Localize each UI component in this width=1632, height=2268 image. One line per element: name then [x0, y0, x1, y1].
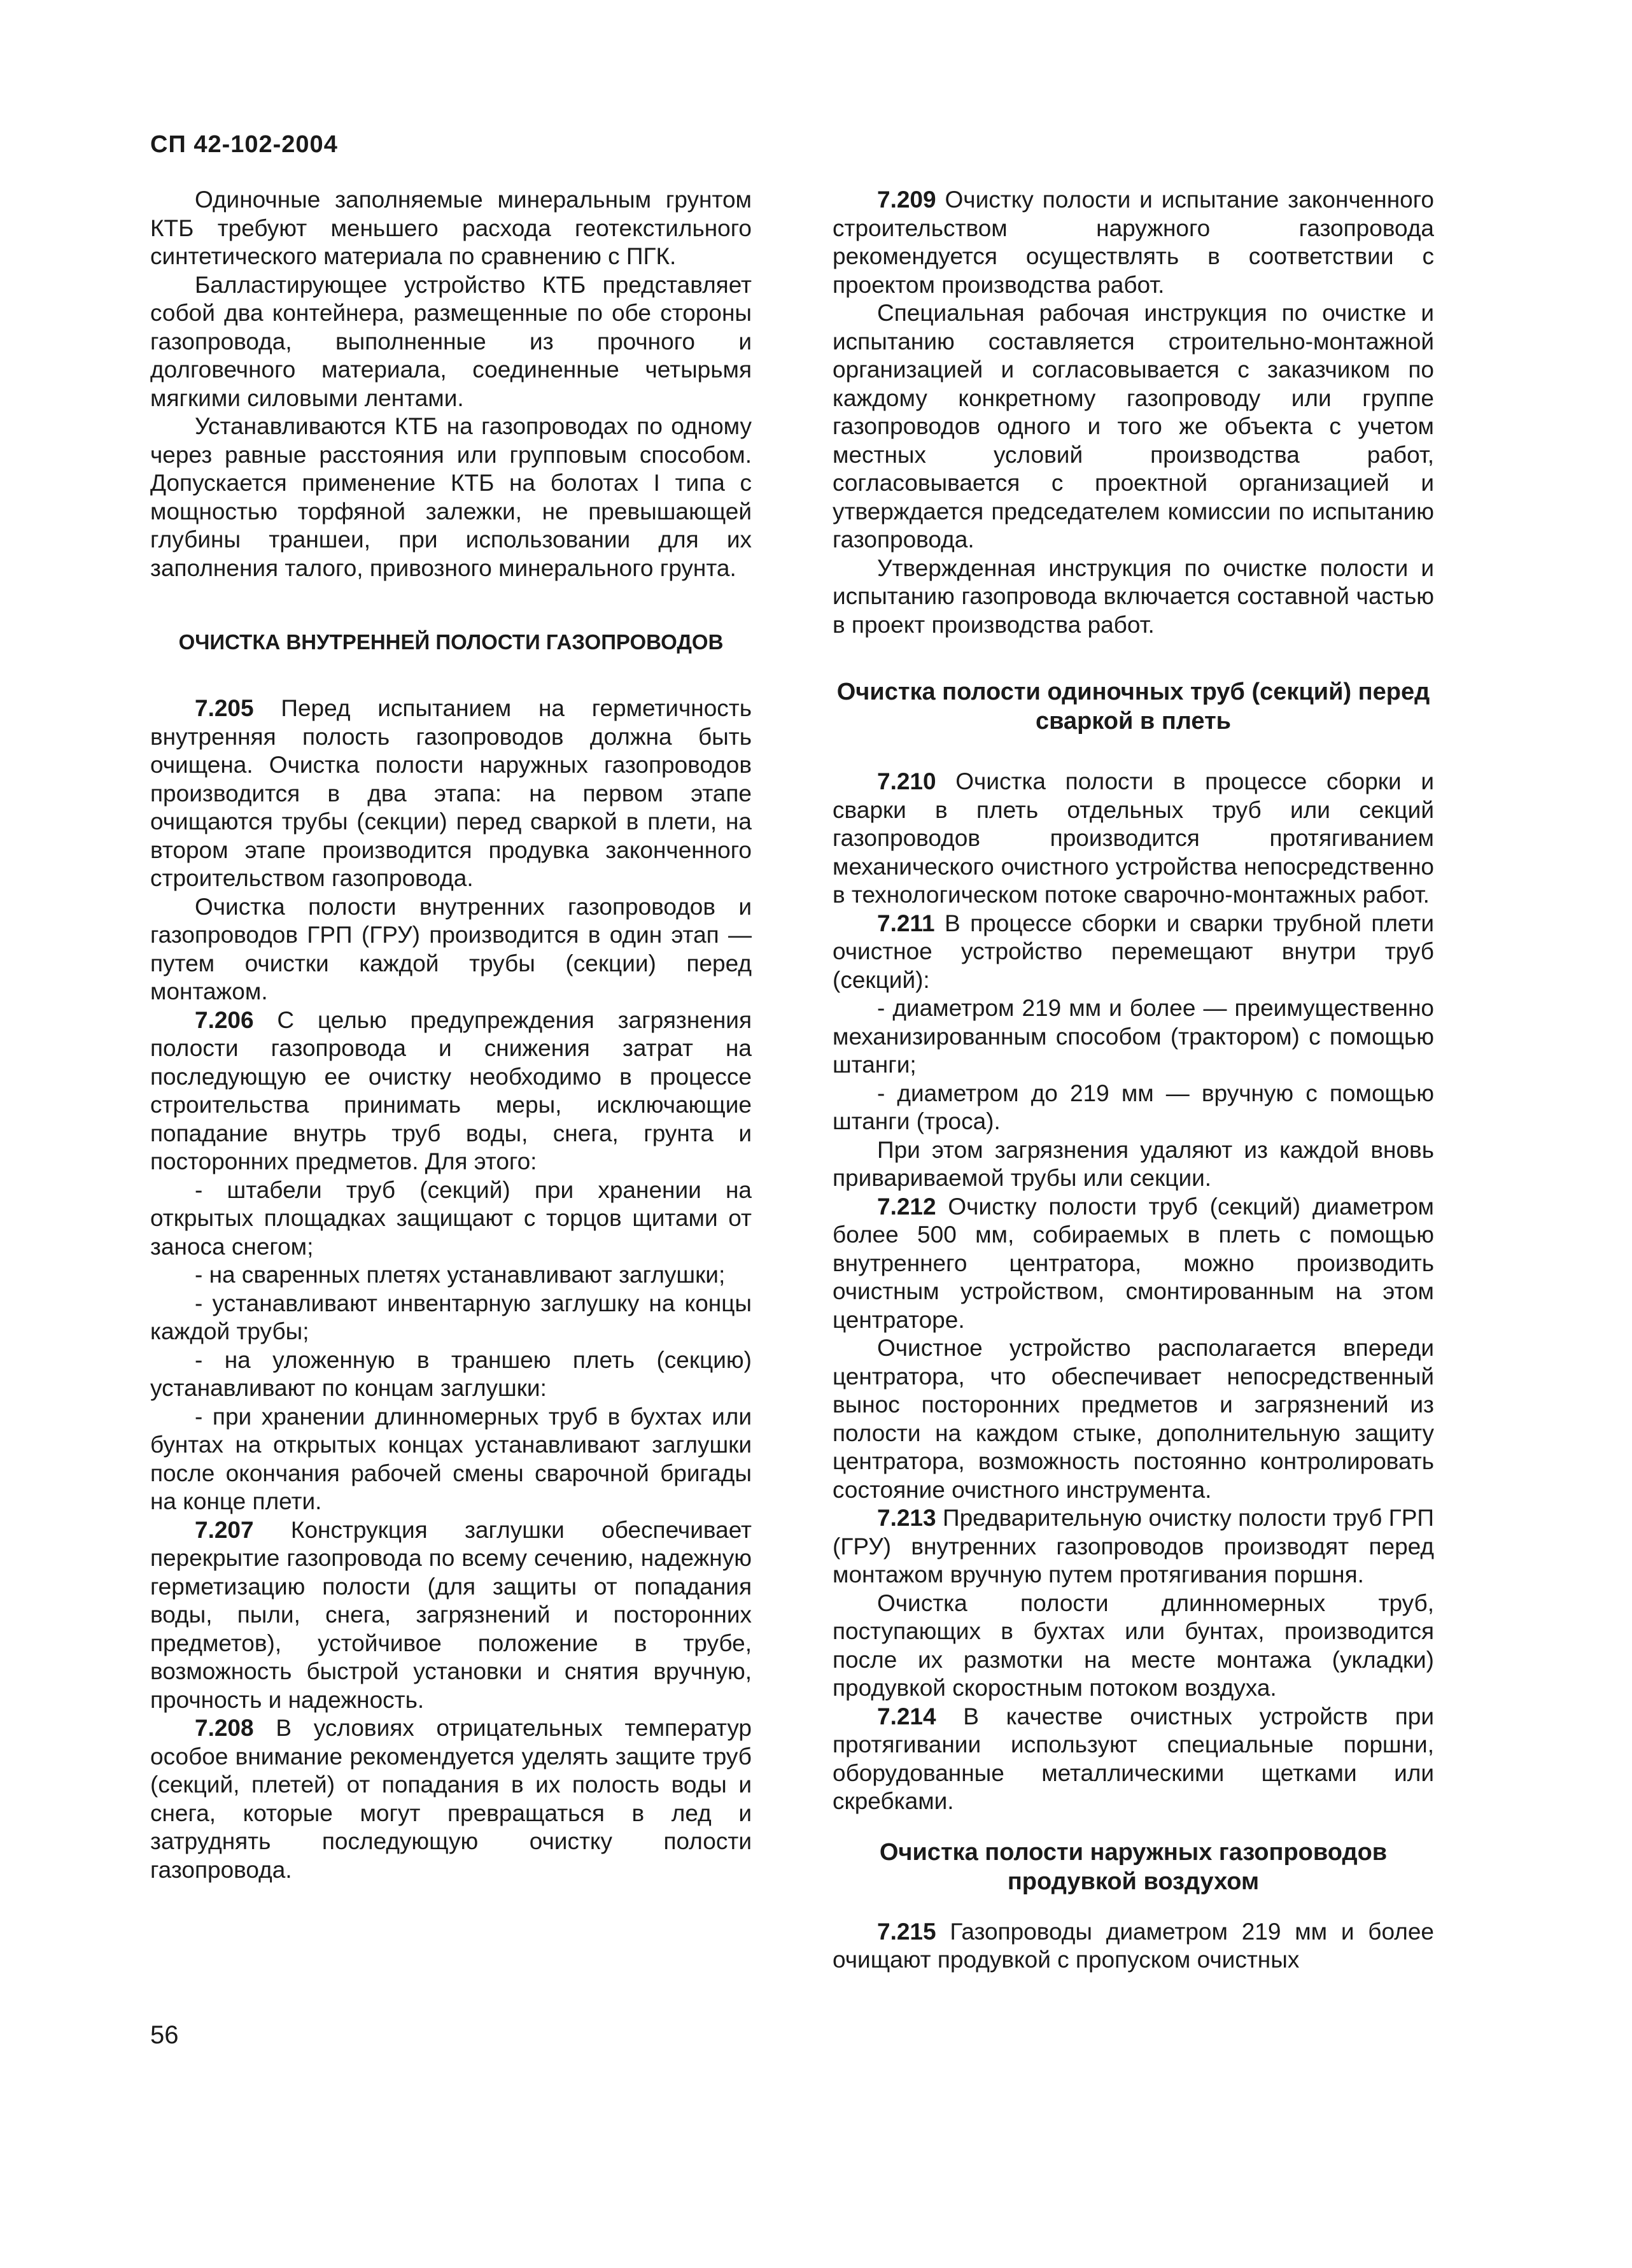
- subsection-heading: Очистка полости одиночных труб (секций) перед сваркой в плеть: [836, 679, 1430, 735]
- section-heading: ОЧИСТКА ВНУТРЕННЕЙ ПОЛОСТИ ГАЗОПРОВОДОВ: [178, 630, 724, 654]
- subsection-heading: Очистка полости наружных газопроводов продувкой воздухом: [879, 1838, 1388, 1895]
- clause-number: 7.207: [195, 1516, 254, 1543]
- clause-7-210: [833, 768, 1434, 910]
- paragraph: Устанавливаются КТБ на газопроводах по одному через равные расстояния или групповым способом. Допускается применение КТБ на болотах I типа с мощностью торфяной залежки, не превышающей глубины траншеи, при использовании для их заполнения талого, привозного минерального грунта.: [150, 413, 752, 581]
- clause-7-207: [150, 1516, 752, 1715]
- document-code: СП 42-102-2004: [150, 131, 338, 158]
- clause-text: Очистка полости в процессе сборки и сварки в плеть отдельных труб или секций газопроводов производится протягиванием механического очистного устройства непосредственно в технологическом потоке сварочно-монтажных работ.: [833, 768, 1434, 908]
- clause-text: Газопроводы диаметром 219 мм и более очищают продувкой с пропуском очистных: [833, 1918, 1434, 1973]
- paragraph: Очистка полости длинномерных труб, поступающих в бухтах или бунтах, производится после их размотки на месте монтажа (укладки) продувкой скоростным потоком воздуха.: [833, 1589, 1434, 1701]
- clause-7-209: [833, 186, 1434, 299]
- clause-7-215: [833, 1918, 1434, 1975]
- clause-text: С целью предупреждения загрязнения полости газопровода и снижения затрат на последующую ее очистку необходимо в процессе строительства принимать меры, исключающие попадание внутрь труб воды, снега, грунта и посторонних предметов. Для этого:: [150, 1006, 752, 1174]
- paragraph: Очистка полости внутренних газопроводов и газопроводов ГРП (ГРУ) производится в один этап — путем очистки каждой трубы (секции) перед монтажом.: [150, 893, 752, 1004]
- left-column: [150, 186, 752, 1884]
- list-item: - на сваренных плетях устанавливают заглушки;: [195, 1262, 726, 1288]
- paragraph: Утвержденная инструкция по очистке полости и испытанию газопровода включается составной частью в проект производства работ.: [833, 554, 1434, 638]
- clause-number: 7.210: [877, 768, 936, 794]
- clause-number: 7.205: [195, 695, 254, 721]
- clause-text: В качестве очистных устройств при протягивании используют специальные поршни, оборудованные металлическими щетками или скребками.: [833, 1703, 1434, 1814]
- clause-7-211: [833, 910, 1434, 995]
- list-item: - устанавливают инвентарную заглушку на концы каждой трубы;: [150, 1290, 752, 1344]
- clause-7-205: [150, 694, 752, 893]
- page-number: 56: [150, 2021, 179, 2049]
- clause-number: 7.208: [195, 1715, 254, 1741]
- clause-7-208: [150, 1714, 752, 1884]
- clause-7-212: [833, 1193, 1434, 1335]
- clause-number: 7.214: [877, 1703, 936, 1729]
- paragraph: Очистное устройство располагается впереди центратора, что обеспечивает непосредственный вынос посторонних предметов и загрязнений из полости на каждом стыке, дополнительную защиту центратора, возможность постоянно контролировать состояние очистного инструмента.: [833, 1335, 1434, 1503]
- clause-text: Очистку полости и испытание законченного строительством наружного газопровода рекомендуется осуществлять в соответствии с проектом производства работ.: [833, 187, 1434, 298]
- list-item: - на уложенную в траншею плеть (секцию) устанавливают по концам заглушки:: [150, 1346, 752, 1401]
- clause-text: Конструкция заглушки обеспечивает перекрытие газопровода по всему сечению, надежную герметизацию полости (для защиты от попадания воды, пыли, снега, загрязнений и посторонних предметов), устойчивое положение в трубе, возможность быстрой установки и снятия вручную, прочность и надежность.: [150, 1516, 752, 1713]
- paragraph: Одиночные заполняемые минеральным грунтом КТБ требуют меньшего расхода геотекстильного синтетического материала по сравнению с ПГК.: [150, 187, 752, 269]
- list-item: - при хранении длинномерных труб в бухтах или бунтах на открытых концах устанавливают заглушки после окончания рабочей смены сварочной бригады на конце плети.: [150, 1403, 752, 1514]
- clause-7-206: [150, 1006, 752, 1176]
- list-item: - штабели труб (секций) при хранении на открытых площадках защищают с торцов щитами от заноса снегом;: [150, 1176, 752, 1260]
- clause-number: 7.215: [877, 1918, 936, 1945]
- clause-number: 7.213: [877, 1505, 936, 1531]
- clause-7-213: [833, 1504, 1434, 1589]
- clause-text: Очистку полости труб (секций) диаметром более 500 мм, собираемых в плеть с помощью внутреннего центратора, можно производить очистным устройством, смонтированным на этом центраторе.: [833, 1193, 1434, 1333]
- list-item: - диаметром 219 мм и более — преимущественно механизированным способом (трактором) с помощью штанги;: [833, 995, 1434, 1078]
- clause-7-214: [833, 1703, 1434, 1816]
- paragraph: При этом загрязнения удаляют из каждой вновь привариваемой трубы или секции.: [833, 1136, 1434, 1191]
- clause-number: 7.206: [195, 1006, 254, 1033]
- paragraph: Балластирующее устройство КТБ представляет собой два контейнера, размещенные по обе стороны газопровода, выполненные из прочного и долговечного материала, соединенные четырьмя мягкими силовыми лентами.: [150, 271, 752, 411]
- paragraph: Специальная рабочая инструкция по очистке и испытанию составляется строительно-монтажной организацией и согласовывается с заказчиком по каждому конкретному газопроводу или группе газопроводов одного и того же объекта с учетом местных условий производства работ, согласовывается с проектной организацией и утверждается председателем комиссии по испытанию газопровода.: [833, 300, 1434, 553]
- clause-text: Предварительную очистку полости труб ГРП (ГРУ) внутренних газопроводов производят перед монтажом вручную путем протягивания поршня.: [833, 1505, 1434, 1588]
- clause-text: В условиях отрицательных температур особое внимание рекомендуется уделять защите труб (секций, плетей) от попадания в их полость воды и снега, которые могут превращаться в лед и затруднять последующую очистку полости газопровода.: [150, 1715, 752, 1883]
- list-item: - диаметром до 219 мм — вручную с помощью штанги (троса).: [833, 1080, 1434, 1134]
- clause-number: 7.212: [877, 1193, 936, 1220]
- right-column: [833, 186, 1434, 1975]
- clause-number: 7.209: [877, 187, 936, 213]
- clause-text: В процессе сборки и сварки трубной плети очистное устройство перемещают внутри труб (секций):: [833, 910, 1434, 993]
- clause-number: 7.211: [877, 910, 935, 936]
- clause-text: Перед испытанием на герметичность внутренняя полость газопроводов должна быть очищена. Очистка полости наружных газопроводов производится в два этапа: на первом этапе очищаются трубы (секции) перед сваркой в плети, на втором этапе производится продувка законченного строительством газопровода.: [150, 695, 752, 891]
